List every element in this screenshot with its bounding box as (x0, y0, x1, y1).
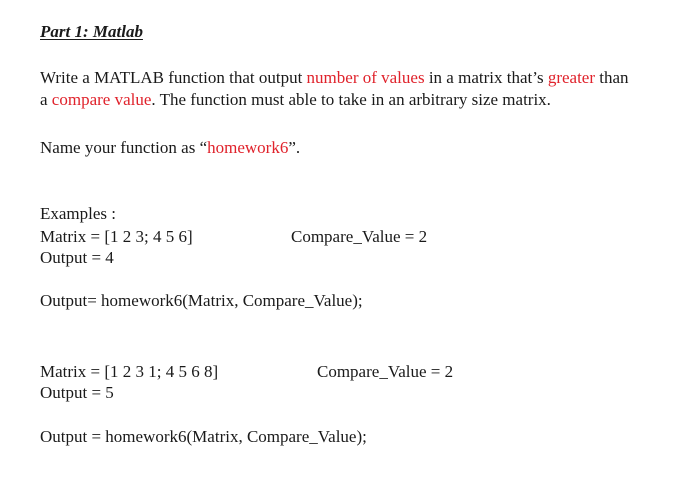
function-name-line (40, 137, 300, 159)
intro-text: . The function must able to take in an arbitrary size matrix. (151, 90, 551, 109)
name-text: ”. (288, 138, 301, 157)
highlight-number-of-values: number of values (306, 68, 425, 87)
example2-compare-value: Compare_Value = 2 (317, 362, 454, 381)
intro-line-2 (40, 89, 629, 111)
highlight-greater: greater (547, 68, 595, 87)
highlight-compare-value: compare value (51, 90, 152, 109)
example2-call: Output = homework6(Matrix, Compare_Value); (40, 427, 367, 446)
examples-label: Examples : (40, 204, 117, 223)
intro-line-1 (40, 67, 629, 89)
example1-call: Output= homework6(Matrix, Compare_Value); (40, 291, 363, 310)
section-heading: Part 1: Matlab (40, 22, 143, 41)
example1-compare-value: Compare_Value = 2 (291, 227, 428, 246)
example1-output: Output = 4 (40, 248, 114, 267)
intro-text: Write a MATLAB function that output (40, 68, 307, 87)
highlight-function-name: homework6 (207, 138, 289, 157)
intro-text: a (40, 90, 52, 109)
example2-matrix: Matrix = [1 2 3 1; 4 5 6 8] (40, 362, 219, 381)
name-text: Name your function as “ (40, 138, 208, 157)
intro-text: than (595, 68, 629, 87)
example1-matrix: Matrix = [1 2 3; 4 5 6] (40, 227, 193, 246)
example2-output: Output = 5 (40, 383, 114, 402)
intro-paragraph (40, 67, 629, 111)
intro-text: in a matrix that’s (424, 68, 548, 87)
